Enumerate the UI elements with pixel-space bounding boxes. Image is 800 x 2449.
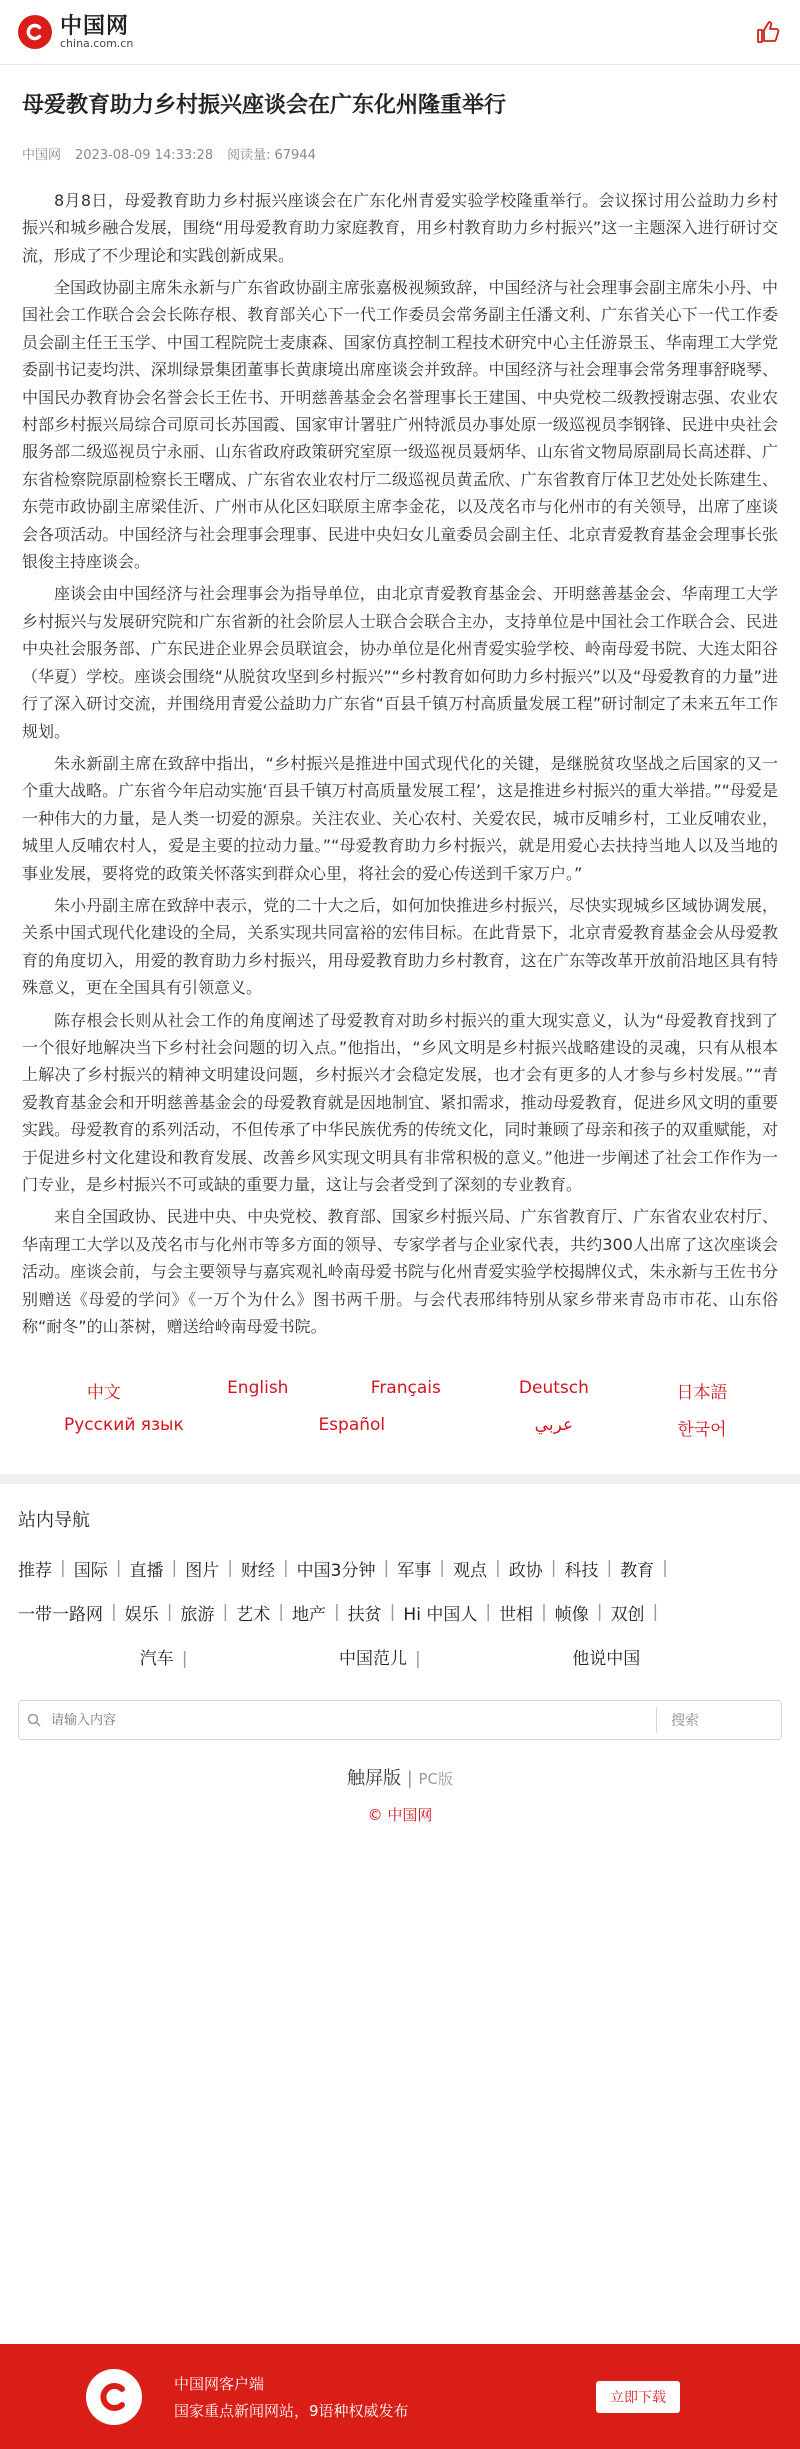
logo-text-cn: 中国网: [60, 13, 130, 39]
download-button[interactable]: 立即下载: [596, 2381, 680, 2413]
banner-subtitle: 国家重点新闻网站，9语种权威发布: [174, 2401, 409, 2420]
nav-link[interactable]: 扶贫: [347, 1604, 382, 1625]
nav-link[interactable]: 政协: [508, 1560, 543, 1581]
nav-link[interactable]: 中国3分钟: [296, 1560, 376, 1581]
nav-link[interactable]: 旅游: [180, 1604, 215, 1625]
nav-link[interactable]: 汽车: [139, 1648, 174, 1669]
nav-link[interactable]: 科技: [564, 1560, 599, 1581]
language-bar: [0, 1378, 800, 1440]
article-title: 母爱教育助力乡村振兴座谈会在广东化州隆重举行: [22, 93, 507, 118]
nav-link[interactable]: 世相: [499, 1604, 534, 1625]
article-paragraph: 来自全国政协、民进中央、中央党校、教育部、国家乡村振兴局、广东省教育厅、广东省农业农村厅、华南理工大学以及茂名市与化州市等多方面的领导、专家学者与企业家代表，共约300人出席了这次座谈会活动。座谈会前，与会主要领导与嘉宾观礼岭南母爱书院与化州青爱实验学校揭牌仪式，朱永新与王佐书分别赠送《母爱的学问》《一万个为什么》图书两千册。与会代表邢纬特别从家乡带来青岛市市花、山东俗称“耐冬”的山茶树，赠送给岭南母爱书院。: [22, 1207, 778, 1337]
section-divider: [0, 1474, 800, 1484]
article-paragraph: 陈存根会长则从社会工作的角度阐述了母爱教育对助乡村振兴的重大现实意义，认为“母爱教育找到了一个很好地解决当下乡村社会问题的切入点。”他指出，“乡风文明是乡村振兴战略建设的灵魂，只有从根本上解决了乡村振兴的精神文明建设问题，乡村振兴才会稳定发展，也才会有更多的人才参与乡村发展。”“青爱教育基金会和开明慈善基金会的母爱教育就是因地制宜、紧扣需求，推动母爱教育，促进乡风文明的重要实践。母爱教育的系列活动，不但传承了中华民族优秀的传统文化，同时兼顾了母亲和孩子的双重赋能，对于促进乡村文化建设和教育发展、改善乡风实现文明具有非常积极的意义。”他进一步阐述了社会工作作为一门专业，是乡村振兴不可或缺的重要力量，这让与会者受到了深刻的专业教育。: [22, 1010, 778, 1195]
nav-link[interactable]: 国际: [73, 1560, 108, 1581]
nav-link[interactable]: 图片: [185, 1560, 220, 1581]
lang-link-russian[interactable]: Русский язык: [64, 1415, 184, 1436]
article-source: 中国网: [22, 147, 62, 163]
nav-link[interactable]: 中国范儿: [338, 1648, 407, 1669]
nav-link[interactable]: 直播: [129, 1560, 164, 1581]
site-nav-title: 站内导航: [18, 1510, 90, 1532]
article-paragraph: 8月8日，母爱教育助力乡村振兴座谈会在广东化州青爱实验学校隆重举行。会议探讨用公益助力乡村振兴和城乡融合发展，围绕“用母爱教育助力家庭教育，用乡村教育助力乡村振兴”这一主题深入进行研讨交流，形成了不少理论和实践创新成果。: [22, 190, 778, 265]
top-header: [0, 0, 800, 65]
lang-link-arabic[interactable]: عربي: [534, 1415, 574, 1436]
lang-link-french[interactable]: Français: [370, 1378, 441, 1399]
article-body: [22, 187, 778, 1341]
nav-link[interactable]: 教育: [620, 1560, 655, 1581]
article-views-label: 阅读量:: [227, 147, 271, 163]
pc-version-link[interactable]: PC版: [418, 1770, 454, 1789]
article-paragraph: 朱永新副主席在致辞中指出，“乡村振兴是推进中国式现代化的关键，是继脱贫攻坚战之后国家的又一个重大战略。广东省今年启动实施‘百县千镇万村高质量发展工程’，这是推进乡村振兴的重大举措。”“母爱是一种伟大的力量，是人类一切爱的源泉。关注农业、关心农村、关爱农民，城市反哺乡村，工业反哺农业，城里人反哺农村人，爱是主要的拉动力量。”“母爱教育助力乡村振兴，就是用爱心去扶持当地人以及当地的事业发展，要将党的政策关怀落实到群众心里，将社会的爱心传送到千家万户。”: [22, 753, 778, 883]
nav-link[interactable]: 帧像: [554, 1604, 589, 1625]
site-nav-row: 推荐 | 国际 | 直播 | 图片 | 财经 | 中国3分钟 | 军事 | 观点 | 政协 | 科技 | 教育 |: [0, 1546, 800, 1590]
article-meta: [22, 144, 778, 163]
app-download-banner: [0, 2344, 800, 2449]
site-nav: [0, 1546, 800, 1678]
nav-link[interactable]: 娱乐: [124, 1604, 159, 1625]
nav-link[interactable]: 地产: [291, 1604, 326, 1625]
nav-link[interactable]: 艺术: [236, 1604, 271, 1625]
search-icon: [19, 1713, 49, 1727]
app-logo-icon: [86, 2369, 142, 2425]
version-switch: 触屏版 | PC版: [346, 1768, 454, 1790]
nav-link[interactable]: 一带一路网: [18, 1604, 103, 1625]
logo-mark-icon: [18, 15, 52, 49]
site-nav-row: 一带一路网 | 娱乐 | 旅游 | 艺术 | 地产 | 扶贫 | Hi 中国人 | 世相 | 帧像 | 双创 |: [0, 1590, 800, 1634]
lang-link-german[interactable]: Deutsch: [518, 1378, 589, 1399]
touch-version-link[interactable]: 触屏版: [346, 1768, 401, 1790]
search-box: [18, 1700, 782, 1740]
nav-link[interactable]: 他说中国: [572, 1648, 641, 1669]
lang-link-chinese[interactable]: 中文: [86, 1383, 121, 1404]
article-paragraph: 朱小丹副主席在致辞中表示，党的二十大之后，如何加快推进乡村振兴，尽快实现城乡区域协调发展，关系中国式现代化建设的全局，关系实现共同富裕的宏伟目标。在此背景下，北京青爱教育基金会从母爱教育的角度切入，用爱的教育助力乡村振兴，用母爱教育助力乡村教育，这在广东等改革开放前沿地区具有特殊意义，更在全国具有引领意义。: [22, 895, 778, 998]
nav-link[interactable]: 财经: [240, 1560, 275, 1581]
article-paragraph: 全国政协副主席朱永新与广东省政协副主席张嘉极视频致辞，中国经济与社会理事会副主席朱小丹、中国社会工作联合会会长陈存根、教育部关心下一代工作委员会常务副主任潘文利、广东省关心下一代工作委员会副主任王玉学、中国工程院院士麦康森、国家仿真控制工程技术研究中心主任游景玉、华南理工大学党委副书记麦均洪、深圳绿景集团董事长黄康境出席座谈会并致辞。中国经济与社会理事会常务理事舒晓琴、中国民办教育协会名誉会长王佐书、开明慈善基金会名誉理事长王建国、中央党校二级教授谢志强、农业农村部乡村振兴局综合司原司长苏国霞、国家审计署驻广州特派员办事处原一级巡视员李钢锋、民进中央社会服务部二级巡视员宁永丽、山东省政府政策研究室原一级巡视员聂炳华、山东省文物局原副局长高述群、广东省检察院原副检察长王曙成、广东省农业农村厅二级巡视员黄孟欣、广东省教育厅体卫艺处处长陈建生、东莞市政协副主席梁佳沂、广州市从化区妇联原主席李金花，以及茂名市与化州市的有关领导，出席了座谈会各项活动。中国经济与社会理事会理事、民进中央妇女儿童委员会副主任、北京青爱教育基金会理事长张银俊主持座谈会。: [22, 278, 778, 572]
logo-text-en: china.com.cn: [60, 36, 134, 50]
article-paragraph: 座谈会由中国经济与社会理事会为指导单位，由北京青爱教育基金会、开明慈善基金会、华南理工大学乡村振兴与发展研究院和广东省新的社会阶层人士联合会联合主办，支持单位是中国社会工作联合会、民进中央社会服务部、广东民进企业界会员联谊会，协办单位是化州青爱实验学校、岭南母爱书院、大连太阳谷（华夏）学校。座谈会围绕“从脱贫攻坚到乡村振兴”“乡村教育如何助力乡村振兴”以及“母爱教育的力量”进行了深入研讨交流，并围绕用青爱公益助力广东省“百县千镇万村高质量发展工程”研讨制定了未来五年工作规划。: [22, 584, 778, 741]
nav-link[interactable]: 双创: [610, 1604, 645, 1625]
article-views: 67944: [274, 147, 316, 163]
thumbs-up-icon[interactable]: [752, 16, 784, 48]
search-button[interactable]: 搜索: [656, 1707, 781, 1733]
lang-link-korean[interactable]: 한국어: [677, 1420, 727, 1441]
lang-link-japanese[interactable]: 日本語: [676, 1383, 728, 1404]
banner-title: 中国网客户端: [174, 2374, 265, 2393]
site-nav-row: 汽车 | 中国范儿 | 他说中国: [0, 1634, 800, 1678]
article-datetime: 2023-08-09 14:33:28: [75, 147, 214, 163]
copyright: © 中国网: [367, 1806, 433, 1825]
lang-link-spanish[interactable]: Español: [318, 1415, 386, 1436]
nav-link[interactable]: 推荐: [18, 1560, 52, 1581]
search-input[interactable]: [49, 1704, 656, 1736]
lang-link-english[interactable]: English: [227, 1378, 289, 1399]
nav-link[interactable]: Hi 中国人: [403, 1604, 478, 1625]
nav-link[interactable]: 军事: [397, 1560, 432, 1581]
nav-link[interactable]: 观点: [452, 1560, 487, 1581]
site-logo[interactable]: [18, 15, 133, 50]
